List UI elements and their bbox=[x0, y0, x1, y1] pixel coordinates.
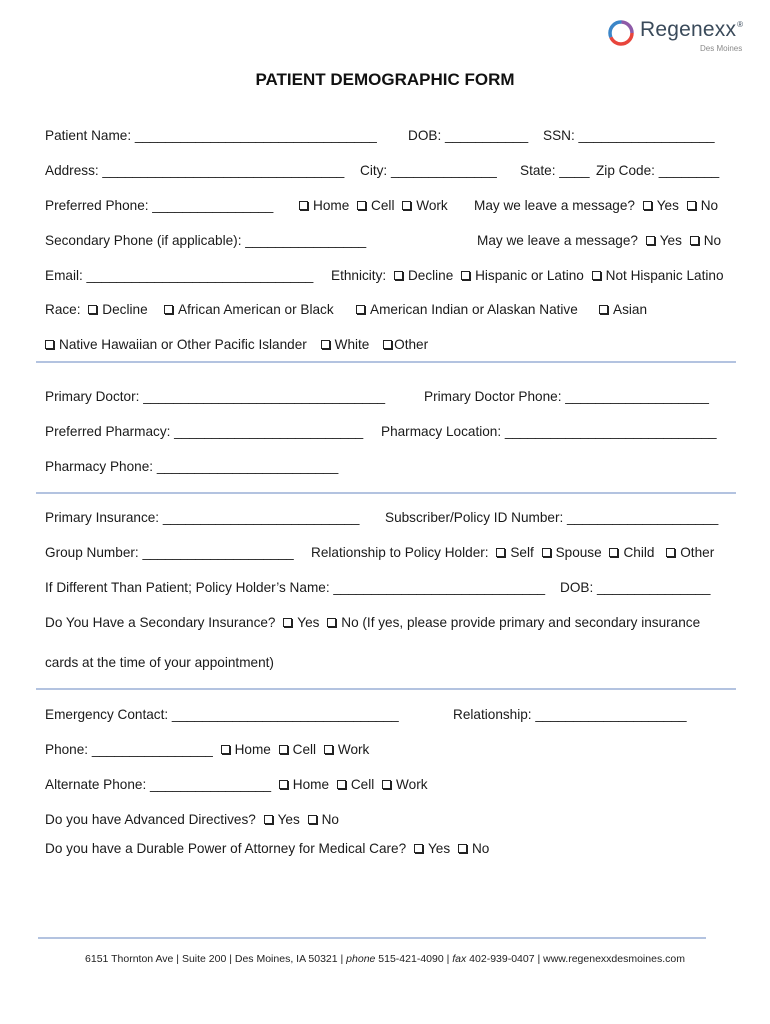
race-african-american: African American or Black bbox=[164, 302, 334, 318]
policy-id-field[interactable]: Subscriber/Policy ID Number: ____________________ bbox=[385, 510, 719, 525]
ssn-field[interactable]: SSN: __________________ bbox=[543, 128, 715, 143]
checkbox-home[interactable] bbox=[221, 745, 230, 754]
patient-name-field[interactable]: Patient Name: ________________________________ bbox=[45, 128, 377, 143]
checkbox-home[interactable] bbox=[299, 201, 308, 210]
checkbox-yes[interactable] bbox=[264, 815, 273, 824]
email-field[interactable]: Email: ______________________________ bbox=[45, 268, 314, 283]
secondary-phone-message: May we leave a message? Yes No bbox=[477, 233, 722, 248]
relationship-to-holder: Relationship to Policy Holder: Self Spouse Child Other bbox=[311, 545, 715, 560]
emergency-phone-field: Phone: ________________ Home Cell Work bbox=[45, 742, 370, 757]
footer-divider bbox=[38, 937, 706, 939]
checkbox-hispanic[interactable] bbox=[461, 271, 470, 280]
advanced-directives-question: Do you have Advanced Directives? Yes No bbox=[45, 812, 339, 827]
secondary-insurance-note: cards at the time of your appointment) bbox=[45, 655, 274, 670]
dob-field[interactable]: DOB: ___________ bbox=[408, 128, 529, 143]
preferred-phone-type: Home Cell Work bbox=[299, 198, 448, 214]
power-of-attorney-question: Do you have a Durable Power of Attorney for Medical Care? Yes No bbox=[45, 841, 490, 856]
checkbox-cell[interactable] bbox=[337, 780, 346, 789]
checkbox-no[interactable] bbox=[458, 844, 467, 853]
preferred-pharmacy-field[interactable]: Preferred Pharmacy: _________________________ bbox=[45, 424, 364, 439]
checkbox-work[interactable] bbox=[382, 780, 391, 789]
zip-field[interactable]: Zip Code: ________ bbox=[596, 163, 720, 178]
checkbox-other[interactable] bbox=[666, 548, 675, 557]
regenexx-logo bbox=[604, 14, 744, 54]
primary-doctor-phone-field[interactable]: Primary Doctor Phone: ___________________ bbox=[424, 389, 709, 404]
alternate-phone-field: Alternate Phone: ________________ Home Cell Work bbox=[45, 777, 428, 792]
state-field[interactable]: State: ____ bbox=[520, 163, 590, 178]
race-american-indian: American Indian or Alaskan Native bbox=[356, 302, 578, 318]
secondary-insurance-question: Do You Have a Secondary Insurance? Yes No (If yes, please provide primary and secondary insurance bbox=[45, 615, 701, 630]
preferred-phone-field[interactable]: Preferred Phone: ________________ bbox=[45, 198, 274, 213]
regenexx-ring-icon bbox=[606, 18, 636, 48]
section-divider bbox=[36, 688, 736, 690]
emergency-relationship-field[interactable]: Relationship: ____________________ bbox=[453, 707, 687, 722]
checkbox-child[interactable] bbox=[609, 548, 618, 557]
checkbox-asian[interactable] bbox=[599, 305, 608, 314]
section-divider bbox=[36, 361, 736, 363]
checkbox-hawaiian[interactable] bbox=[45, 340, 54, 349]
group-number-field[interactable]: Group Number: ____________________ bbox=[45, 545, 294, 560]
checkbox-cell[interactable] bbox=[279, 745, 288, 754]
policy-holder-name-field[interactable]: If Different Than Patient; Policy Holder’s Name: ____________________________ bbox=[45, 580, 546, 595]
pharmacy-phone-field[interactable]: Pharmacy Phone: ________________________ bbox=[45, 459, 339, 474]
checkbox-not-hispanic[interactable] bbox=[592, 271, 601, 280]
emergency-contact-field[interactable]: Emergency Contact: ______________________________ bbox=[45, 707, 399, 722]
checkbox-decline[interactable] bbox=[394, 271, 403, 280]
logo-subtitle: Des Moines bbox=[700, 44, 743, 53]
primary-doctor-field[interactable]: Primary Doctor: ________________________________ bbox=[45, 389, 386, 404]
form-title: PATIENT DEMOGRAPHIC FORM bbox=[255, 70, 515, 89]
footer-contact: 6151 Thornton Ave | Suite 200 | Des Moines, IA 50321 | phone 515-421-4090 | fax 402-939-0407 | www.regenexxdesmoines.com bbox=[85, 953, 685, 965]
ethnicity-options: Ethnicity: Decline Hispanic or Latino Not Hispanic Latino bbox=[331, 268, 724, 283]
checkbox-self[interactable] bbox=[496, 548, 505, 557]
checkbox-american-indian[interactable] bbox=[356, 305, 365, 314]
checkbox-spouse[interactable] bbox=[542, 548, 551, 557]
pharmacy-location-field[interactable]: Pharmacy Location: ____________________________ bbox=[381, 424, 717, 439]
checkbox-cell[interactable] bbox=[357, 201, 366, 210]
checkbox-yes[interactable] bbox=[643, 201, 652, 210]
race-asian: Asian bbox=[599, 302, 647, 318]
secondary-phone-field[interactable]: Secondary Phone (if applicable): ________________ bbox=[45, 233, 367, 248]
checkbox-yes[interactable] bbox=[283, 618, 292, 627]
race-row-2: Native Hawaiian or Other Pacific Islander White Other bbox=[45, 337, 428, 353]
primary-insurance-field[interactable]: Primary Insurance: __________________________ bbox=[45, 510, 360, 525]
checkbox-white[interactable] bbox=[321, 340, 330, 349]
city-field[interactable]: City: ______________ bbox=[360, 163, 497, 178]
logo-name: Regenexx® bbox=[640, 18, 744, 41]
checkbox-other[interactable] bbox=[383, 340, 392, 349]
preferred-phone-message: May we leave a message? Yes No bbox=[474, 198, 719, 213]
checkbox-no[interactable] bbox=[687, 201, 696, 210]
checkbox-work[interactable] bbox=[324, 745, 333, 754]
checkbox-yes[interactable] bbox=[646, 236, 655, 245]
checkbox-no[interactable] bbox=[690, 236, 699, 245]
checkbox-no[interactable] bbox=[327, 618, 336, 627]
checkbox-work[interactable] bbox=[402, 201, 411, 210]
policy-holder-dob-field[interactable]: DOB: _______________ bbox=[560, 580, 711, 595]
checkbox-decline[interactable] bbox=[88, 305, 97, 314]
checkbox-yes[interactable] bbox=[414, 844, 423, 853]
section-divider bbox=[36, 492, 736, 494]
address-field[interactable]: Address: ________________________________ bbox=[45, 163, 345, 178]
checkbox-african-american[interactable] bbox=[164, 305, 173, 314]
checkbox-no[interactable] bbox=[308, 815, 317, 824]
race-label: Race: Decline bbox=[45, 302, 148, 317]
checkbox-home[interactable] bbox=[279, 780, 288, 789]
